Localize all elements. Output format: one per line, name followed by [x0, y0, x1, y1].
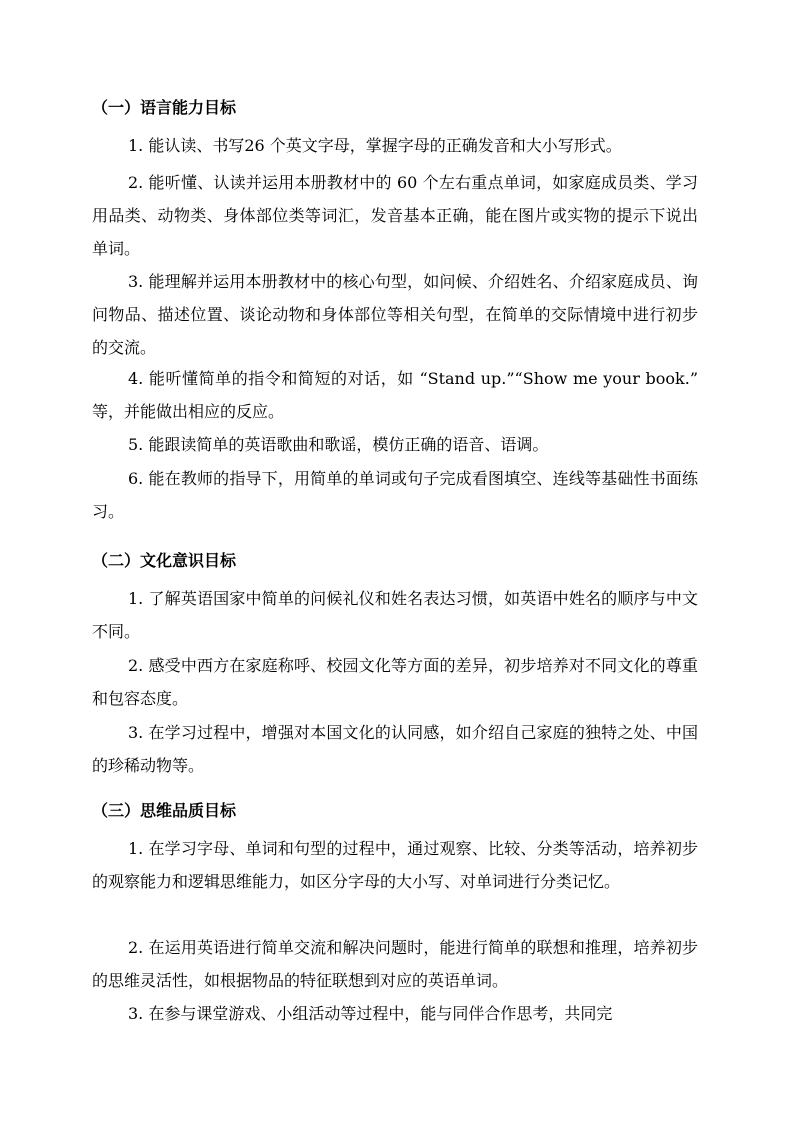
- paragraph-language-5: 5. 能跟读简单的英语歌曲和歌谣，模仿正确的语音、语调。: [128, 435, 549, 454]
- paragraph-culture-1: 1. 了解英语国家中简单的问候礼仪和姓名表达习惯，如英语中姓名的顺序与中文不同。: [92, 589, 698, 641]
- paragraph-language-4: 4. 能听懂简单的指令和简短的对话，如 “Stand up.”“Show me your book.” 等，并能做出相应的反应。: [92, 369, 698, 421]
- paragraph-language-3: 3. 能理解并运用本册教材中的核心句型，如问候、介绍姓名、介绍家庭成员、询问物品、描述位置、谈论动物和身体部位等相关句型，在简单的交际情境中进行初步的交流。: [92, 272, 698, 357]
- section-heading-culture: （二）文化意识目标: [92, 551, 237, 570]
- paragraph-language-2: 2. 能听懂、认读并运用本册教材中的 60 个左右重点单词，如家庭成员类、学习用品类、动物类、身体部位类等词汇，发音基本正确，能在图片或实物的提示下说出单词。: [92, 173, 698, 258]
- paragraph-thinking-2: 2. 在运用英语进行简单交流和解决问题时，能进行简单的联想和推理，培养初步的思维灵活性，如根据物品的特征联想到对应的英语单词。: [92, 938, 698, 990]
- paragraph-thinking-3: 3. 在参与课堂游戏、小组活动等过程中，能与同伴合作思考，共同完: [128, 1004, 613, 1023]
- paragraph-thinking-1: 1. 在学习字母、单词和句型的过程中，通过观察、比较、分类等活动，培养初步的观察能力和逻辑思维能力，如区分字母的大小写、对单词进行分类记忆。: [92, 839, 698, 891]
- section-heading-language: （一）语言能力目标: [92, 98, 237, 117]
- paragraph-language-6: 6. 能在教师的指导下，用简单的单词或句子完成看图填空、连线等基础性书面练习。: [92, 469, 698, 521]
- paragraph-culture-2: 2. 感受中西方在家庭称呼、校园文化等方面的差异，初步培养对不同文化的尊重和包容态度。: [92, 656, 698, 708]
- paragraph-culture-3: 3. 在学习过程中，增强对本国文化的认同感，如介绍自己家庭的独特之处、中国的珍稀动物等。: [92, 723, 698, 775]
- section-heading-thinking: （三）思维品质目标: [92, 801, 237, 820]
- paragraph-language-1: 1. 能认读、书写26 个英文字母，掌握字母的正确发音和大小写形式。: [128, 136, 622, 155]
